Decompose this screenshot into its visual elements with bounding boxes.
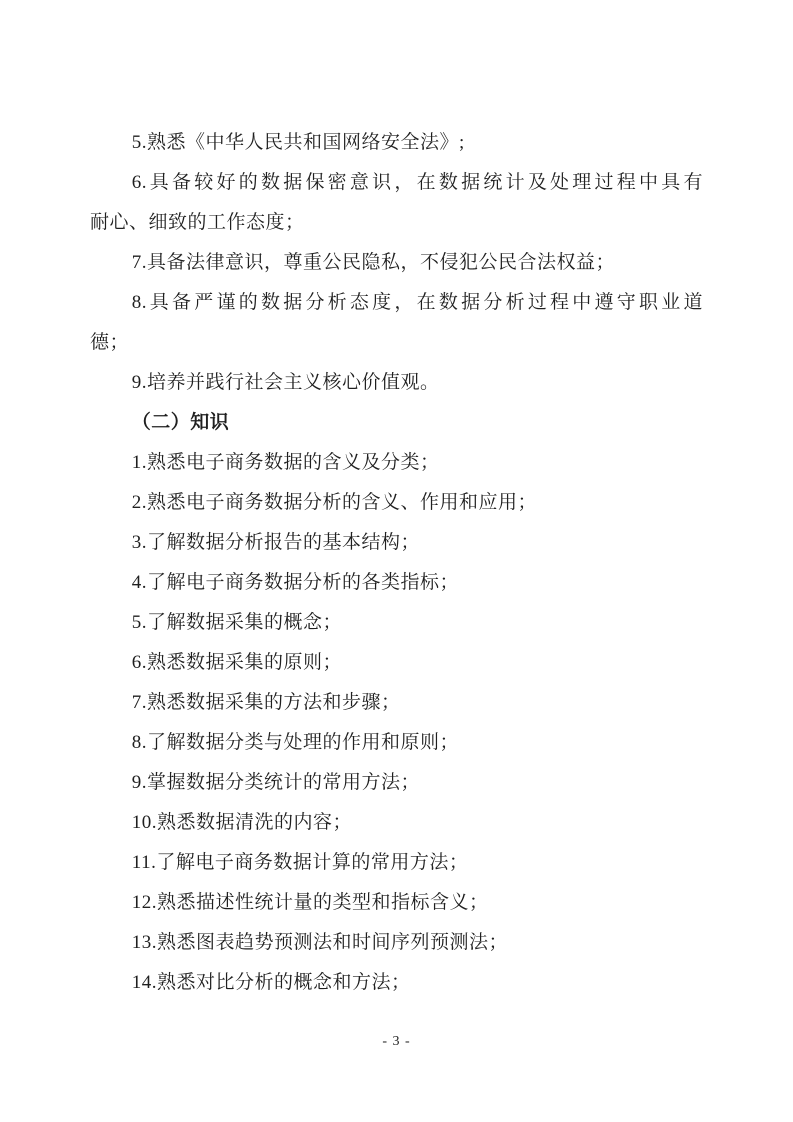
document-line: 7.具备法律意识，尊重公民隐私，不侵犯公民合法权益； <box>131 252 616 273</box>
document-line: 7.熟悉数据采集的方法和步骤； <box>131 692 401 713</box>
document-line: 8.了解数据分类与处理的作用和原则； <box>131 732 460 753</box>
document-line: 9.掌握数据分类统计的常用方法； <box>131 772 421 793</box>
document-line: 4.了解电子商务数据分析的各类指标； <box>131 572 460 593</box>
document-line: 8.具备严谨的数据分析态度，在数据分析过程中遵守职业道 <box>131 292 703 313</box>
page-number: - 3 - <box>382 1034 411 1049</box>
page-footer <box>0 1032 793 1050</box>
section-heading: （二）知识 <box>131 412 230 433</box>
document-line: 9.培养并践行社会主义核心价值观。 <box>131 372 440 393</box>
document-line: 5.熟悉《中华人民共和国网络安全法》; <box>131 132 465 153</box>
document-line: 14.熟悉对比分析的概念和方法； <box>131 972 411 993</box>
document-line: 2.熟悉电子商务数据分析的含义、作用和应用； <box>131 492 538 513</box>
document-line: 10.熟悉数据清洗的内容； <box>131 812 353 833</box>
document-line: 13.熟悉图表趋势预测法和时间序列预测法； <box>131 932 509 953</box>
document-content <box>90 123 703 1003</box>
document-line: 耐心、细致的工作态度； <box>90 212 305 233</box>
document-line: 德； <box>90 332 130 353</box>
document-line: 6.熟悉数据采集的原则； <box>131 652 343 673</box>
document-line: 11.了解电子商务数据计算的常用方法； <box>131 852 469 873</box>
document-line: 5.了解数据采集的概念； <box>131 612 343 633</box>
document-line: 1.熟悉电子商务数据的含义及分类； <box>131 452 440 473</box>
document-line: 3.了解数据分析报告的基本结构； <box>131 532 421 553</box>
document-line: 6.具备较好的数据保密意识，在数据统计及处理过程中具有 <box>131 172 703 193</box>
document-line: 12.熟悉描述性统计量的类型和指标含义； <box>131 892 489 913</box>
